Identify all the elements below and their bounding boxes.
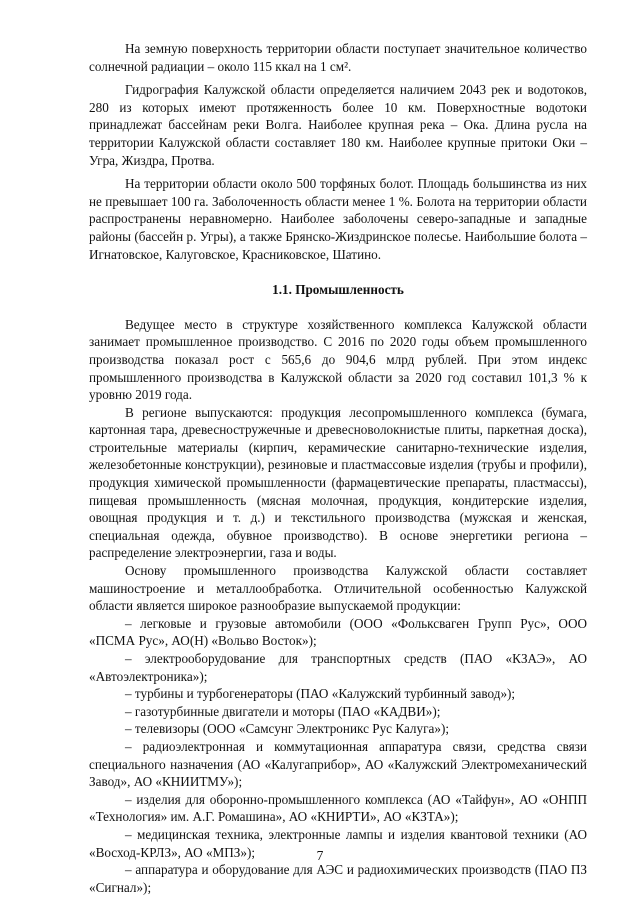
list-item-engines: – газотурбинные двигатели и моторы (ПАО «КАДВИ»); [125,703,441,719]
list-item-cars: – легковые и грузовые автомобили (ООО «Фольксваген Групп Рус», ООО «ПСМА Рус», АО(Н) «Вольво Восток»); [89,615,587,649]
list-item-defense: – изделия для оборонно-промышленного комплекса (АО «Тайфун», АО «ОНПП «Технология» им. А.Г. Ромашина», АО «КНИРТИ», АО «КЗТА»); [89,791,587,825]
paragraph-products: В регионе выпускаются: продукция лесопромышленного комплекса (бумага, картонная тара, древесностружечные и древесноволокнистые плиты, паркетная доска), строительные материалы (кирпич, керамические санитарно-технические изделия, железобетонные конструкции), резиновые и пластмассовые изделия (трубы и профили), продукция химической промышленности (фармацевтические препараты, пластмассы), пищевая промышленность (мясная молочная, продукция, кондитерские изделия, овощная продукция и т. д.) и текстильного производства (мужская и женская, специальная одежда, обувное производство). В основе энергетики региона – распределение электроэнергии, газа и воды. [89,404,587,561]
page-body [89,40,587,896]
paragraph-hydrography: Гидрография Калужской области определяется наличием 2043 рек и водотоков, 280 из которых имеют протяженность более 10 км. Поверхностные водотоки принадлежат бассейнам реки Волга. Наиболее крупная река – Ока. Длина русла на территории Калужской области составляет 180 км. Наиболее крупные притоки Оки – Угра, Жиздра, Протва. [89,82,587,168]
paragraph-machinery: Основу промышленного производства Калужской области составляет машиностроение и металлообработка. Отличительной особенностью Калужской области является широкое разнообразие выпускаемой продукции: [89,563,587,614]
paragraph-peat-bogs: На территории области около 500 торфяных болот. Площадь большинства из них не превышает 100 га. Заболоченность области менее 1 %. Болота на территории области распространены неравномерно. Наиболее заболочены северо-западные и западные районы (бассейн р. Угры), а также Брянско-Жиздринское полесье. Наибольшие болота – Игнатовское, Калуговское, Красниковское, Шатино. [89,176,587,262]
list-item-turbines: – турбины и турбогенераторы (ПАО «Калужский турбинный завод»); [125,686,516,702]
list-item-electrical: – электрооборудование для транспортных средств (ПАО «КЗАЭ», АО «Автоэлектроника»); [89,651,587,684]
list-item-radio: – радиоэлектронная и коммутационная аппаратура связи, средства связи специального назначения (АО «Калугаприбор», АО «Калужский Электромеханический Завод», АО «КНИИТМУ»); [89,738,587,790]
list-item-medical: – медицинская техника, электронные лампы и изделия квантовой техники (АО «Восход-КРЛЗ», АО «МПЗ»); [89,826,587,860]
paragraph-solar-radiation: На земную поверхность территории области поступает значительное количество солнечной радиации – около 115 ккал на 1 см². [89,41,587,74]
list-item-nuclear: – аппаратура и оборудование для АЭС и радиохимических производств (ПАО ПЗ «Сигнал»); [89,862,587,895]
section-heading: 1.1. Промышленность [272,282,404,298]
page-number: 7 [316,848,324,863]
paragraph-industry-overview: Ведущее место в структуре хозяйственного комплекса Калужской области занимает промышленное производство. С 2016 по 2020 годы объем промышленного производства показал рост с 565,6 до 904,6 млрд рублей. При этом индекс промышленного производства в Калужской области за 2020 год составил 101,3 % к уровню 2019 года. [89,316,587,403]
list-item-tv: – телевизоры (ООО «Самсунг Электроникс Рус Калуга»); [125,721,449,737]
